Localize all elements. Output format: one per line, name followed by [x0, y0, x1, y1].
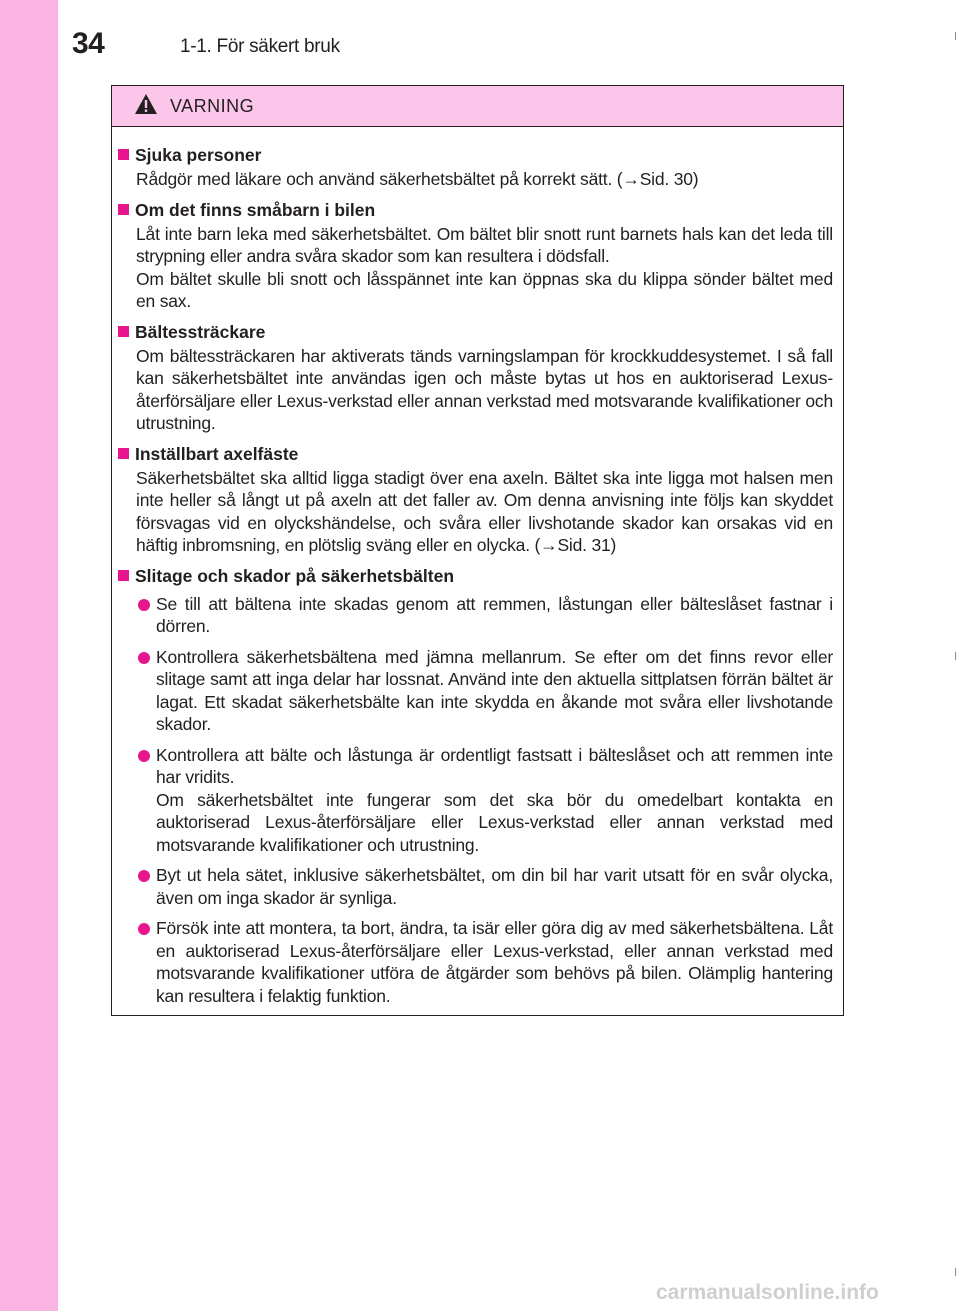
section-slitage [112, 565, 843, 1008]
section-heading-text: Om det finns småbarn i bilen [135, 199, 376, 220]
section-heading-text: Sjuka personer [135, 145, 262, 165]
warning-title: VARNING [170, 96, 255, 116]
crop-mark [955, 32, 956, 40]
section-heading [112, 144, 843, 166]
section-axelfaste [112, 443, 843, 557]
section-baltessträckare [112, 321, 843, 435]
section-heading [112, 199, 843, 221]
section-paragraph: Säkerhetsbältet ska alltid ligga stadigt över ena axeln. Bältet ska inte ligga mot halsen men inte heller så långt ut på axeln att det faller av. Om denna anvisning inte följs kan skyddet försvagas vid en olyckshändelse, och svåra eller livshotande skador kan orsakas vid en häftig inbromsning, en plötslig sväng eller en olycka. (→Sid. 31) [136, 467, 833, 555]
square-bullet-icon [118, 204, 129, 215]
crop-mark [955, 1268, 956, 1276]
watermark[interactable]: carmanualsonline.info [656, 1281, 879, 1304]
section-heading [112, 443, 843, 465]
section-heading [112, 321, 843, 343]
section-title: 1-1. För säkert bruk [180, 36, 340, 57]
section-paragraph: Om bältessträckaren har aktiverats tänds varningslampan för krockkuddesystemet. I så fall kan säkerhetsbältet inte användas igen och måste bytas ut hos en auktoriserad Lexus-återförsäljare eller Lexus-verkstad eller annan verkstad med motsvarande kvalifikationer och utrustning. [136, 345, 833, 433]
section-smabarn [112, 199, 843, 313]
warning-triangle-icon [134, 93, 158, 115]
warning-header [112, 86, 843, 127]
circle-bullet-icon [138, 923, 150, 935]
warning-box [111, 85, 844, 1016]
list-item [112, 917, 833, 1007]
crop-mark [955, 652, 956, 660]
circle-bullet-icon [138, 870, 150, 882]
section-sjuka-personer [112, 144, 843, 191]
list-item-text: Byt ut hela sätet, inklusive säkerhetsbältet, om din bil har varit utsatt för en svår olycka, även om inga skador är synliga. [156, 865, 833, 908]
section-heading-text: Bältessträckare [135, 321, 266, 342]
list-item-text: Försök inte att montera, ta bort, ändra, ta isär eller göra dig av med säkerhetsbältena. Låt en auktoriserad Lexus-återförsäljare eller Lexus-verkstad, eller annan verkstad med motsvarande kvalifikationer utföra de åtgärder som behövs på bilen. Olämplig hantering kan resultera i felaktig funktion. [156, 918, 833, 1006]
page-number: 34 [72, 27, 105, 60]
list-item-text: Kontrollera att bälte och låstunga är ordentligt fastsatt i bälteslåset och att remmen inte har vridits. [156, 744, 833, 787]
chapter-side-band [0, 0, 58, 1311]
section-heading [112, 565, 843, 587]
section-paragraph: Om bältet skulle bli snott och låsspännet inte kan öppnas ska du klippa sönder bältet med en sax. [136, 268, 833, 311]
section-heading-text: Inställbart axelfäste [135, 443, 299, 464]
warning-body [112, 144, 843, 1015]
section-paragraph: Låt inte barn leka med säkerhetsbältet. Om bältet blir snott runt barnets hals kan det leda till strypning eller andra svåra skador som kan resultera i dödsfall. [136, 223, 833, 266]
bullet-list [112, 593, 843, 1008]
circle-bullet-icon [138, 652, 150, 664]
list-item-text: Kontrollera säkerhetsbältena med jämna mellanrum. Se efter om det finns revor eller slitage samt att inga delar har lossnat. Använd inte den aktuella sittplatsen förrän bältet är lagat. Ett skadat säkerhetsbälte kan inte skydda en åkande mot svåra eller livshotande skador. [156, 646, 833, 734]
circle-bullet-icon [138, 750, 150, 762]
list-item-text: Se till att bältena inte skadas genom att remmen, låstungan eller bälteslåset fastnar i dörren. [156, 593, 833, 636]
circle-bullet-icon [138, 599, 150, 611]
square-bullet-icon [118, 570, 129, 581]
square-bullet-icon [118, 149, 129, 160]
section-paragraph: Rådgör med läkare och använd säkerhetsbältet på korrekt sätt. (→Sid. 30) [136, 169, 699, 189]
list-item [112, 646, 833, 736]
list-item [112, 593, 833, 638]
list-item [112, 864, 833, 909]
square-bullet-icon [118, 326, 129, 337]
list-item-text: Om säkerhetsbältet inte fungerar som det ska bör du omedelbart kontakta en auktoriserad Lexus-återförsäljare eller Lexus-verkstad eller annan verkstad med motsvarande kvalifikationer och utrustning. [156, 789, 833, 855]
list-item [112, 744, 833, 857]
square-bullet-icon [118, 448, 129, 459]
section-heading-text: Slitage och skador på säkerhetsbälten [135, 565, 455, 586]
